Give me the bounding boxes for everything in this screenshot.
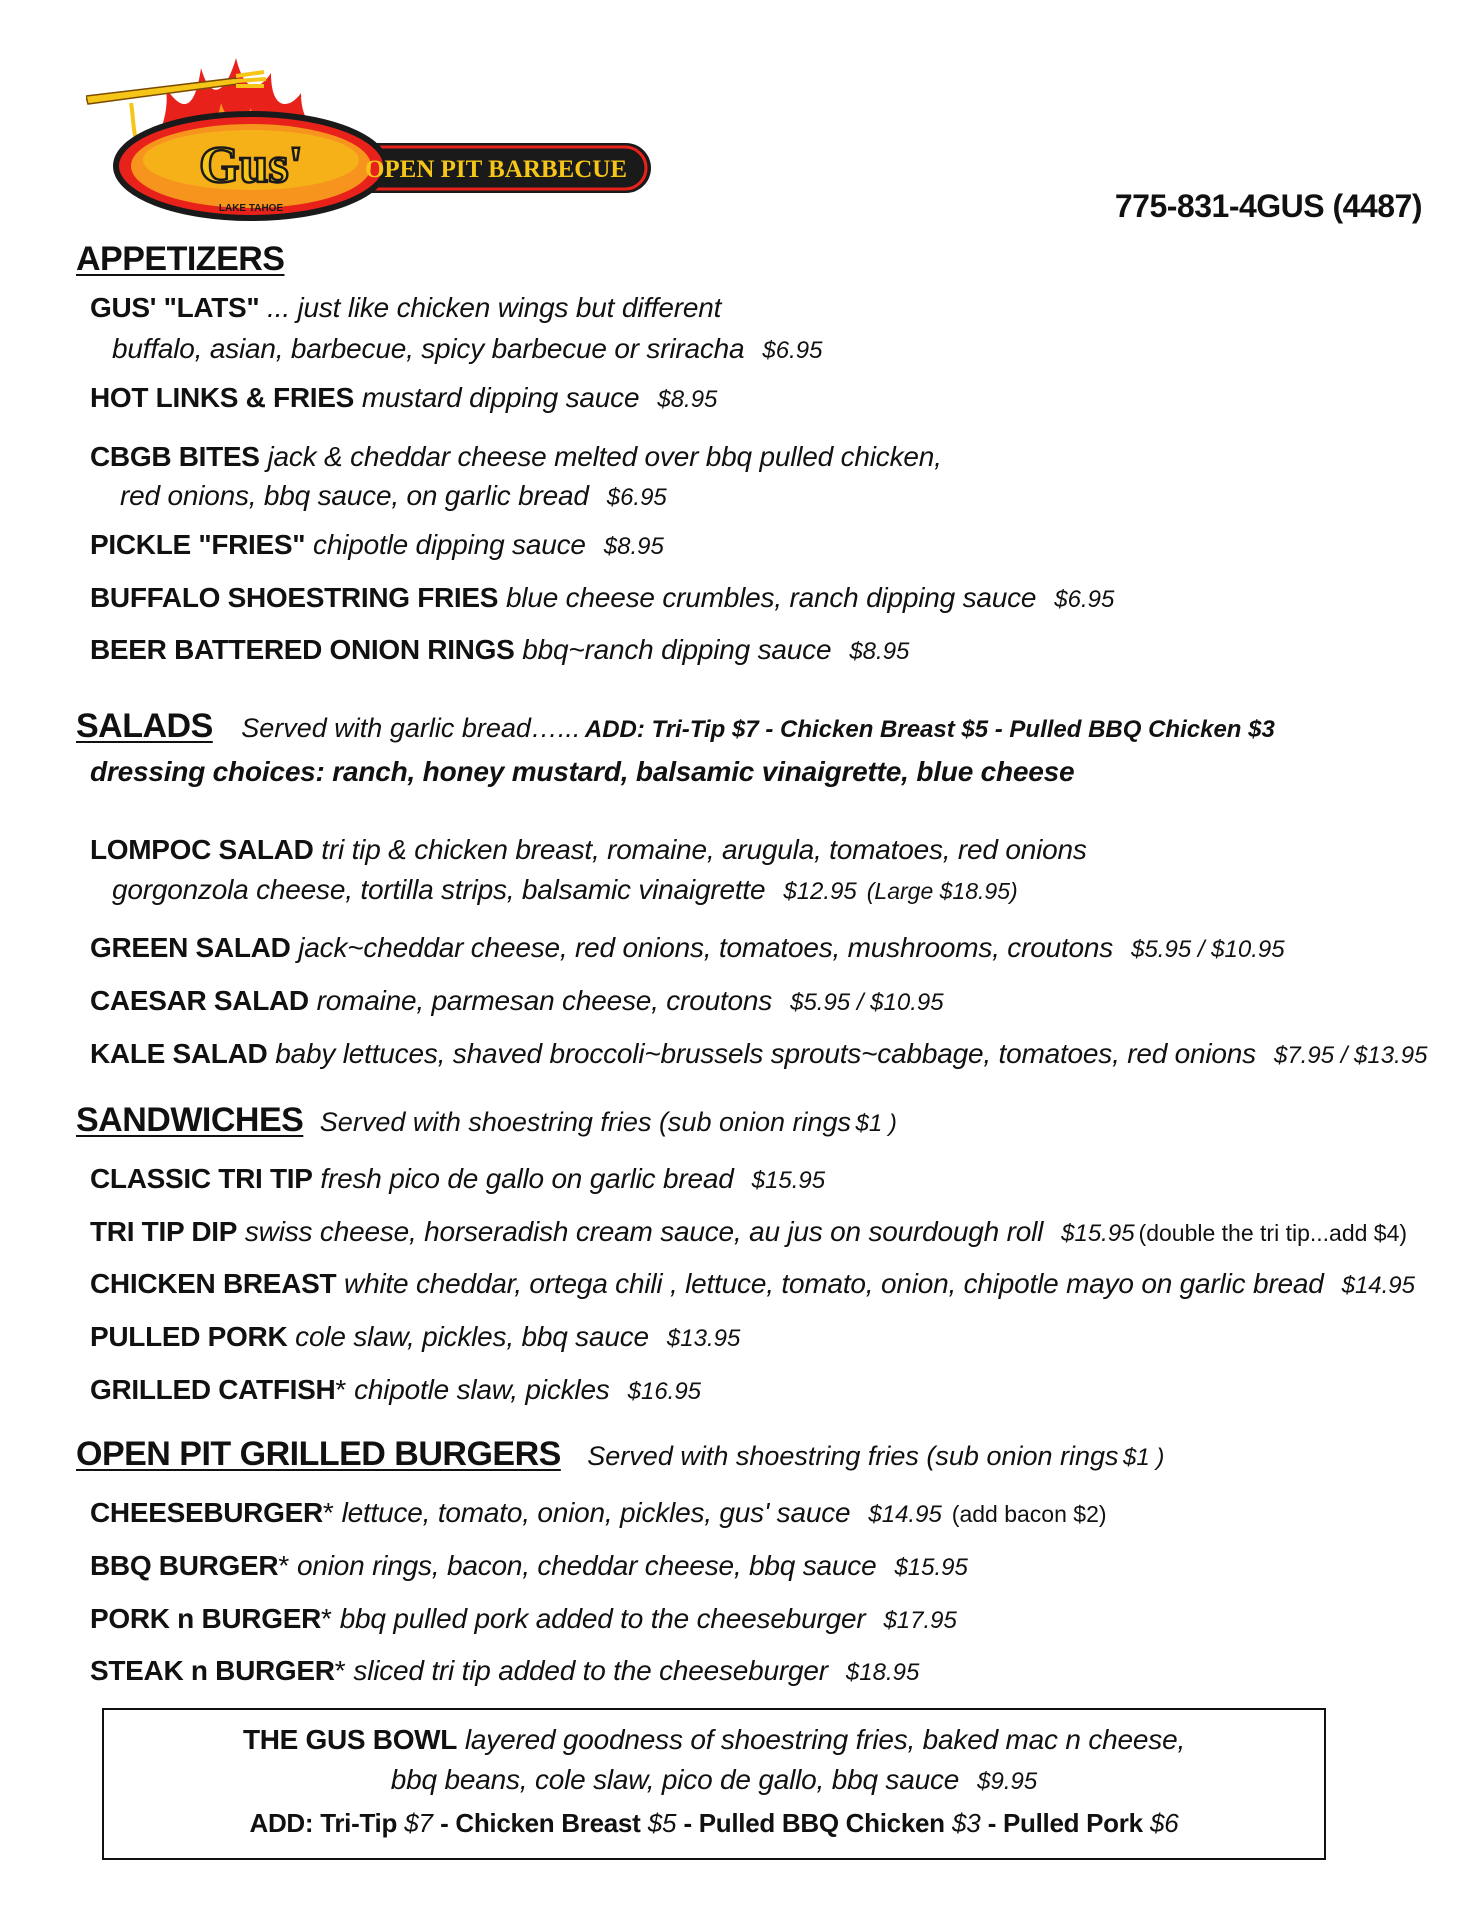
bowl-add-price: $5	[647, 1808, 677, 1838]
menu-item	[90, 1038, 1427, 1070]
item-price: $7.95 / $13.95	[1273, 1042, 1428, 1069]
item-extra: (double the tri tip...add $4)	[1138, 1220, 1408, 1246]
menu-item	[90, 582, 1114, 614]
bowl-name: THE GUS BOWL	[242, 1724, 458, 1755]
sandwiches-header	[76, 1101, 897, 1140]
item-desc: lettuce, tomato, onion, pickles, gus' sauce	[341, 1497, 851, 1528]
item-desc: baby lettuces, shaved broccoli~brussels sprouts~cabbage, tomatoes, red onions	[275, 1038, 1256, 1069]
menu-item	[90, 1216, 1407, 1248]
item-price: $8.95	[849, 638, 910, 665]
menu-item	[90, 1550, 968, 1582]
logo-location: LAKE TAHOE	[218, 203, 284, 214]
bowl-add-item: - Pulled Pork	[987, 1808, 1143, 1838]
menu-item-line2	[112, 333, 822, 365]
item-desc: jack~cheddar cheese, red onions, tomatoes, mushrooms, croutons	[298, 932, 1114, 963]
item-star: *	[335, 1374, 347, 1405]
menu-item-line2	[112, 874, 1018, 906]
item-price: $15.95	[894, 1554, 968, 1581]
item-desc: onion rings, bacon, cheddar cheese, bbq sauce	[297, 1550, 877, 1581]
item-price: $15.95	[1061, 1220, 1135, 1247]
bowl-line2	[104, 1764, 1324, 1796]
menu-item	[90, 441, 942, 473]
salads-add-ons: ADD: Tri-Tip $7 - Chicken Breast $5 - Pulled BBQ Chicken $3	[584, 716, 1275, 743]
item-extra: (Large $18.95)	[866, 878, 1018, 904]
section-note: Served with garlic bread…...	[241, 713, 581, 743]
item-desc: ... just like chicken wings but different	[267, 292, 722, 323]
item-name: PULLED PORK	[90, 1321, 288, 1352]
bowl-add-price: $7	[404, 1808, 433, 1838]
item-desc: bbq pulled pork added to the cheeseburger	[339, 1603, 866, 1634]
item-desc: bbq~ranch dipping sauce	[522, 634, 832, 665]
item-star: *	[278, 1550, 290, 1581]
item-name: STEAK n BURGER	[90, 1655, 335, 1686]
phone-number: 775-831-4GUS (4487)	[1114, 188, 1422, 224]
gus-logo	[86, 48, 656, 223]
menu-item	[90, 1374, 701, 1406]
item-desc: jack & cheddar cheese melted over bbq pulled chicken,	[267, 441, 942, 472]
item-price: $14.95	[868, 1501, 942, 1528]
item-name: BUFFALO SHOESTRING FRIES	[90, 582, 499, 613]
bowl-add-price: $6	[1149, 1808, 1179, 1838]
item-desc: chipotle dipping sauce	[313, 529, 586, 560]
section-note: Served with shoestring fries (sub onion rings	[319, 1107, 852, 1137]
item-name: GRILLED CATFISH	[90, 1374, 336, 1405]
item-name: GREEN SALAD	[90, 932, 291, 963]
item-name: HOT LINKS & FRIES	[90, 382, 355, 413]
bowl-add-item: - Chicken Breast	[440, 1808, 641, 1838]
item-desc: buffalo, asian, barbecue, spicy barbecue or sriracha	[112, 333, 745, 364]
item-desc: fresh pico de gallo on garlic bread	[320, 1163, 734, 1194]
menu-item	[90, 1321, 740, 1353]
item-desc: blue cheese crumbles, ranch dipping sauce	[505, 582, 1037, 613]
item-star: *	[321, 1603, 332, 1634]
menu-item	[90, 1163, 825, 1195]
section-title-burgers: OPEN PIT GRILLED BURGERS	[76, 1435, 561, 1473]
menu-item	[90, 834, 1087, 866]
section-title-appetizers: APPETIZERS	[76, 240, 285, 278]
logo-name: Gus'	[198, 137, 304, 194]
item-price: $8.95	[657, 386, 718, 413]
item-star: *	[322, 1497, 334, 1528]
item-desc: mustard dipping sauce	[361, 382, 640, 413]
section-note-price: $1 )	[1123, 1444, 1165, 1471]
bowl-add-label: ADD: Tri-Tip	[249, 1808, 398, 1838]
item-price: $5.95 / $10.95	[1131, 936, 1285, 963]
item-price: $6.95	[762, 337, 823, 364]
section-note: Served with shoestring fries (sub onion rings	[587, 1441, 1119, 1471]
item-price: $8.95	[603, 533, 664, 560]
bowl-desc2: bbq beans, cole slaw, pico de gallo, bbq sauce	[390, 1764, 960, 1795]
menu-item	[90, 382, 717, 414]
item-name: CHEESEBURGER	[90, 1497, 323, 1528]
item-price: $5.95 / $10.95	[790, 989, 944, 1016]
item-price: $18.95	[845, 1659, 920, 1686]
item-price: $13.95	[666, 1325, 741, 1352]
item-desc: romaine, parmesan cheese, croutons	[316, 985, 773, 1016]
item-name: TRI TIP DIP	[90, 1216, 238, 1247]
item-star: *	[334, 1655, 346, 1686]
item-desc: cole slaw, pickles, bbq sauce	[295, 1321, 649, 1352]
item-name: CLASSIC TRI TIP	[90, 1163, 313, 1194]
item-name: PICKLE "FRIES"	[90, 529, 306, 560]
menu-item	[90, 292, 721, 324]
menu-item	[90, 1655, 919, 1687]
menu-item	[90, 1497, 1107, 1529]
menu-item	[90, 932, 1285, 964]
bowl-price: $9.95	[977, 1768, 1038, 1795]
item-extra: (add bacon $2)	[951, 1501, 1107, 1527]
item-name: CBGB BITES	[90, 441, 260, 472]
item-name: LOMPOC SALAD	[90, 834, 314, 865]
item-price: $17.95	[883, 1607, 957, 1634]
bowl-add-price: $3	[951, 1808, 981, 1838]
item-price: $6.95	[1054, 586, 1115, 613]
item-name: GUS' "LATS"	[90, 292, 260, 323]
item-name: CHICKEN BREAST	[90, 1268, 337, 1299]
bowl-desc: layered goodness of shoestring fries, baked mac n cheese,	[464, 1724, 1186, 1755]
item-price: $15.95	[751, 1167, 826, 1194]
logo-tagline: OPEN PIT BARBECUE	[364, 156, 628, 183]
menu-item	[90, 985, 944, 1017]
menu-item-line2	[120, 480, 667, 512]
item-price: $14.95	[1341, 1272, 1415, 1299]
item-desc: tri tip & chicken breast, romaine, arugula, tomatoes, red onions	[321, 834, 1087, 865]
item-name: BBQ BURGER	[90, 1550, 279, 1581]
bowl-line1	[104, 1724, 1324, 1756]
salads-header	[76, 707, 1275, 746]
item-name: PORK n BURGER	[90, 1603, 321, 1634]
section-note-price: $1 )	[855, 1110, 897, 1137]
section-title-sandwiches: SANDWICHES	[76, 1101, 304, 1139]
section-title-salads: SALADS	[76, 707, 213, 745]
item-price: $16.95	[627, 1378, 702, 1405]
menu-item	[90, 1268, 1415, 1300]
menu-item	[90, 1603, 957, 1635]
item-desc: gorgonzola cheese, tortilla strips, balsamic vinaigrette	[112, 874, 766, 905]
gus-bowl-box	[102, 1708, 1326, 1860]
menu-item	[90, 529, 664, 561]
item-desc: swiss cheese, horseradish cream sauce, au jus on sourdough roll	[244, 1216, 1044, 1247]
bowl-add-ons	[104, 1808, 1324, 1839]
burgers-header	[76, 1435, 1164, 1474]
item-name: KALE SALAD	[90, 1038, 268, 1069]
item-desc: white cheddar, ortega chili , lettuce, tomato, onion, chipotle mayo on garlic bread	[344, 1268, 1324, 1299]
item-desc: red onions, bbq sauce, on garlic bread	[120, 480, 589, 511]
item-desc: sliced tri tip added to the cheeseburger	[353, 1655, 828, 1686]
item-name: BEER BATTERED ONION RINGS	[90, 634, 515, 665]
dressing-choices: dressing choices: ranch, honey mustard, balsamic vinaigrette, blue cheese	[90, 756, 1075, 787]
item-desc: chipotle slaw, pickles	[354, 1374, 610, 1405]
menu-item	[90, 634, 909, 666]
item-price: $12.95	[783, 878, 857, 905]
item-price: $6.95	[606, 484, 667, 511]
bowl-add-item: - Pulled BBQ Chicken	[683, 1808, 945, 1838]
item-name: CAESAR SALAD	[90, 985, 309, 1016]
